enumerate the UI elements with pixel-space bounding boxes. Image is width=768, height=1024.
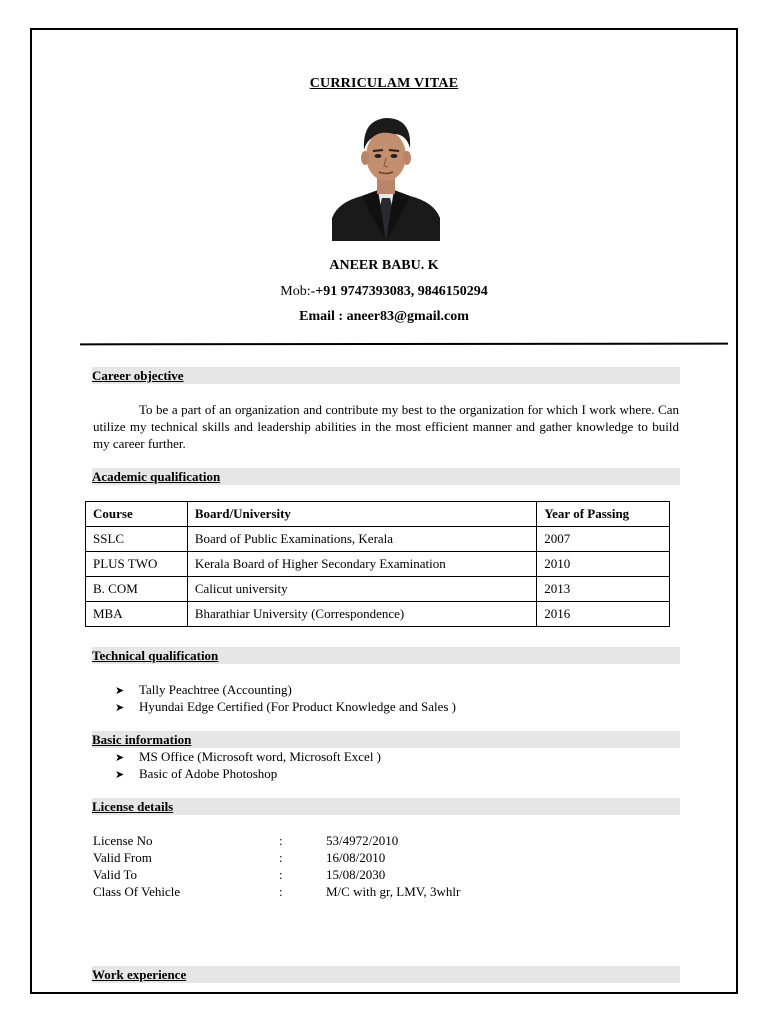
list-item-text: Tally Peachtree (Accounting) xyxy=(139,682,292,697)
license-separator: : xyxy=(279,833,283,848)
mobile-label: Mob:- xyxy=(280,284,316,299)
list-item-text: MS Office (Microsoft word, Microsoft Excel ) xyxy=(139,749,382,764)
arrow-bullet-icon: ➤ xyxy=(115,752,125,764)
table-cell: 2013 xyxy=(537,577,670,602)
mobile-numbers: +91 9747393083, 9846150294 xyxy=(315,284,488,299)
license-value: 15/08/2030 xyxy=(326,867,386,882)
table-header-cell: Board/University xyxy=(187,502,536,527)
license-separator: : xyxy=(279,867,283,882)
mobile-line xyxy=(0,284,768,300)
table-row xyxy=(86,552,670,577)
section-basic-information: Basic information xyxy=(92,731,680,748)
candidate-name: ANEER BABU. K xyxy=(329,258,439,273)
academic-table xyxy=(85,501,670,627)
license-label: License No xyxy=(93,833,153,848)
table-header-cell: Year of Passing xyxy=(537,502,670,527)
table-row xyxy=(86,602,670,627)
table-cell: Bharathiar University (Correspondence) xyxy=(187,602,536,627)
section-work-experience: Work experience xyxy=(92,966,680,983)
list-item xyxy=(115,765,277,784)
table-cell: MBA xyxy=(86,602,188,627)
table-cell: Calicut university xyxy=(187,577,536,602)
section-license-details: License details xyxy=(92,798,680,815)
license-label: Valid From xyxy=(93,850,152,865)
license-value: 16/08/2010 xyxy=(326,850,386,865)
arrow-bullet-icon: ➤ xyxy=(115,769,125,781)
table-cell: B. COM xyxy=(86,577,188,602)
list-item-text: Hyundai Edge Certified (For Product Knowledge and Sales ) xyxy=(139,699,456,714)
list-item xyxy=(115,698,456,717)
license-separator: : xyxy=(279,850,283,865)
table-row xyxy=(86,527,670,552)
table-cell: 2007 xyxy=(537,527,670,552)
table-header-cell: Course xyxy=(86,502,188,527)
table-header-row xyxy=(86,502,670,527)
license-separator: : xyxy=(279,884,283,899)
document-title: CURRICULAM VITAE xyxy=(309,76,459,91)
arrow-bullet-icon: ➤ xyxy=(115,685,125,697)
section-technical-qualification: Technical qualification xyxy=(92,647,680,664)
table-row xyxy=(86,577,670,602)
table-cell: 2010 xyxy=(537,552,670,577)
license-value: M/C with gr, LMV, 3whlr xyxy=(326,884,461,899)
license-label: Class Of Vehicle xyxy=(93,884,181,899)
table-cell: Board of Public Examinations, Kerala xyxy=(187,527,536,552)
table-cell: SSLC xyxy=(86,527,188,552)
license-label: Valid To xyxy=(93,867,137,882)
license-value: 53/4972/2010 xyxy=(326,833,399,848)
section-academic-qualification: Academic qualification xyxy=(92,468,680,485)
section-career-objective: Career objective xyxy=(92,367,680,384)
arrow-bullet-icon: ➤ xyxy=(115,702,125,714)
list-item-text: Basic of Adobe Photoshop xyxy=(139,766,278,781)
profile-photo xyxy=(332,110,440,241)
table-cell: 2016 xyxy=(537,602,670,627)
table-cell: Kerala Board of Higher Secondary Examination xyxy=(187,552,536,577)
table-cell: PLUS TWO xyxy=(86,552,188,577)
career-objective-text: To be a part of an organization and contribute my best to the organization for which I work where. Can utilize my technical skills and leadership abilities in the most efficient manner and gather knowledge to build my career further. xyxy=(93,402,679,451)
email-line: Email : aneer83@gmail.com xyxy=(299,309,469,324)
